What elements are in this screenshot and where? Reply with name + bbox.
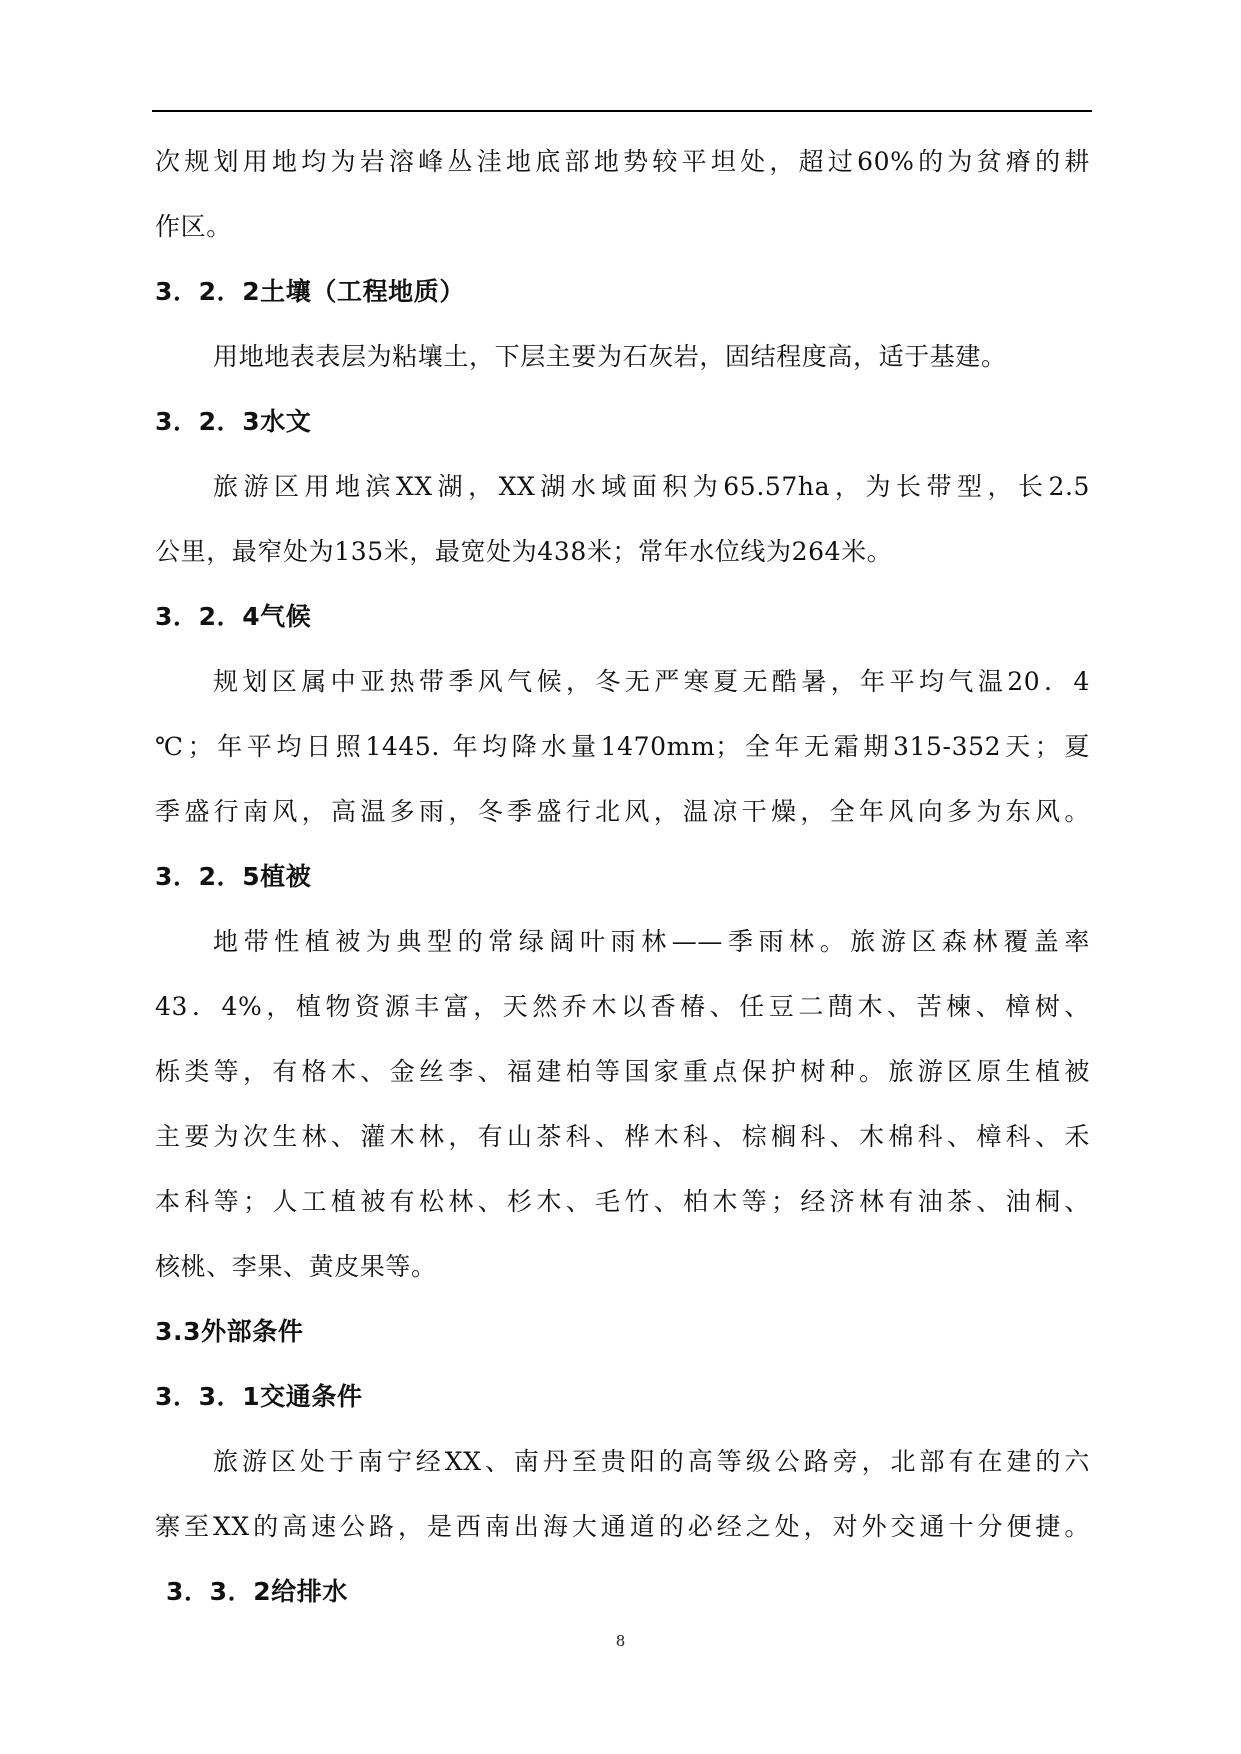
paragraph-line: 栎类等，有格木、金丝李、福建柏等国家重点保护树种。旅游区原生植被 xyxy=(155,1057,1090,1086)
paragraph-line: 规划区属中亚热带季风气候，冬无严寒夏无酷暑，年平均气温20．4 xyxy=(213,667,1090,696)
paragraph-line: ℃；年平均日照1445. 年均降水量1470mm；全年无霜期315-352天；夏 xyxy=(155,732,1090,761)
paragraph-line: 作区。 xyxy=(155,212,232,241)
section-heading: 3．3．1交通条件 xyxy=(155,1382,363,1411)
paragraph-line: 公里，最窄处为135米，最宽处为438米；常年水位线为264米。 xyxy=(155,537,893,566)
paragraph-line: 地带性植被为典型的常绿阔叶雨林——季雨林。旅游区森林覆盖率 xyxy=(213,927,1090,956)
section-heading: 3.3外部条件 xyxy=(155,1317,304,1346)
section-heading: 3．2．5植被 xyxy=(155,862,312,891)
paragraph-line: 次规划用地均为岩溶峰丛洼地底部地势较平坦处，超过60%的为贫瘠的耕 xyxy=(155,147,1090,176)
paragraph-line: 核桃、李果、黄皮果等。 xyxy=(155,1252,437,1281)
paragraph-line: 本科等；人工植被有松林、杉木、毛竹、柏木等；经济林有油茶、油桐、 xyxy=(155,1187,1090,1216)
paragraph-line: 旅游区用地滨XX湖，XX湖水域面积为65.57ha，为长带型，长2.5 xyxy=(213,472,1090,501)
paragraph-line: 旅游区处于南宁经XX、南丹至贵阳的高等级公路旁，北部有在建的六 xyxy=(213,1447,1090,1476)
section-heading: 3．2．4气候 xyxy=(155,602,312,631)
paragraph-line: 43．4%，植物资源丰富，天然乔木以香椿、任豆二蔄木、苦楝、樟树、 xyxy=(155,992,1090,1021)
paragraph-line: 季盛行南风，高温多雨，冬季盛行北风，温凉干燥，全年风向多为东风。 xyxy=(155,797,1090,826)
paragraph-line: 主要为次生林、灌木林，有山茶科、桦木科、棕榈科、木棉科、樟科、禾 xyxy=(155,1122,1090,1151)
page-number: 8 xyxy=(615,1632,626,1650)
section-heading: 3．2．3水文 xyxy=(155,407,312,436)
paragraph-line: 用地地表表层为粘壤土，下层主要为石灰岩，固结程度高，适于基建。 xyxy=(213,342,1007,371)
header-rule xyxy=(152,110,1092,112)
section-heading: 3．3．2给排水 xyxy=(166,1577,348,1606)
section-heading: 3．2．2土壤（工程地质） xyxy=(155,277,465,306)
paragraph-line: 寨至XX的高速公路，是西南出海大通道的必经之处，对外交通十分便捷。 xyxy=(155,1512,1090,1541)
